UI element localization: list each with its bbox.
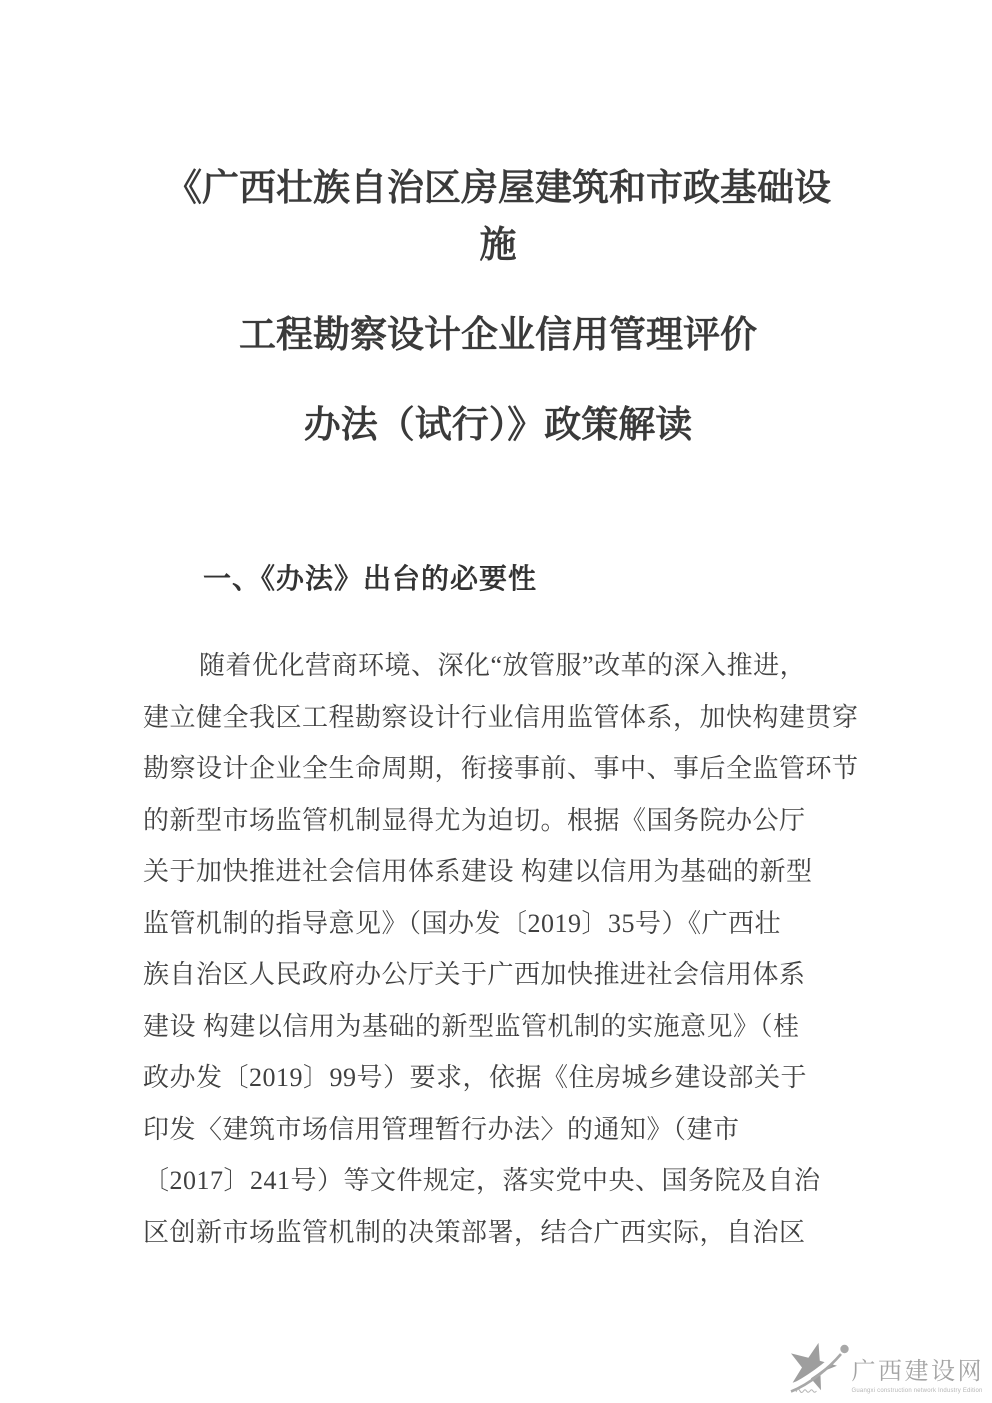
watermark-site-name: 广西建设网 <box>851 1359 984 1385</box>
body-line: 印发〈建筑市场信用管理暂行办法〉的通知》（建市 <box>143 1114 740 1144</box>
watermark-site-subtitle: Guangxi construction network Industry Edition <box>851 1388 983 1394</box>
document-title <box>143 160 853 454</box>
body-line: 勘察设计企业全生命周期，衔接事前、事中、事后全监管环节 <box>143 754 859 783</box>
body-line: 关于加快推进社会信用体系建设 构建以信用为基础的新型 <box>143 857 813 886</box>
body-line: 〔2017〕241号）等文件规定，落实党中央、国务院及自治 <box>143 1166 821 1195</box>
title-line-3: 工程勘察设计企业信用管理评价 <box>239 315 757 356</box>
document-page <box>143 0 859 1258</box>
body-line: 区创新市场监管机制的决策部署，结合广西实际，自治区 <box>143 1217 806 1247</box>
body-line: 建设 构建以信用为基础的新型监管机制的实施意见》（桂 <box>143 1011 800 1041</box>
site-watermark <box>788 1339 985 1397</box>
watermark-text <box>850 1359 985 1397</box>
title-line-4: 办法（试行）》政策解读 <box>303 405 693 446</box>
star-swoosh-logo-icon <box>788 1339 850 1397</box>
body-paragraph <box>143 640 859 1258</box>
title-line-2: 施 <box>479 225 517 266</box>
body-line: 的新型市场监管机制显得尤为迫切。根据《国务院办公厅 <box>143 805 806 835</box>
body-line: 随着优化营商环境、深化“放管服”改革的深入推进， <box>199 651 807 680</box>
body-line: 监管机制的指导意见》（国办发〔2019〕35号）《广西壮 <box>143 908 782 938</box>
body-line: 建立健全我区工程勘察设计行业信用监管体系，加快构建贯穿 <box>143 702 859 732</box>
body-line: 族自治区人民政府办公厅关于广西加快推进社会信用体系 <box>143 960 806 989</box>
section-heading: 一、《办法》出台的必要性 <box>203 563 538 594</box>
title-line-1: 《广西壮族自治区房屋建筑和市政基础设 <box>165 168 831 209</box>
body-line: 政办发〔2019〕99号）要求，依据《住房城乡建设部关于 <box>143 1063 808 1092</box>
